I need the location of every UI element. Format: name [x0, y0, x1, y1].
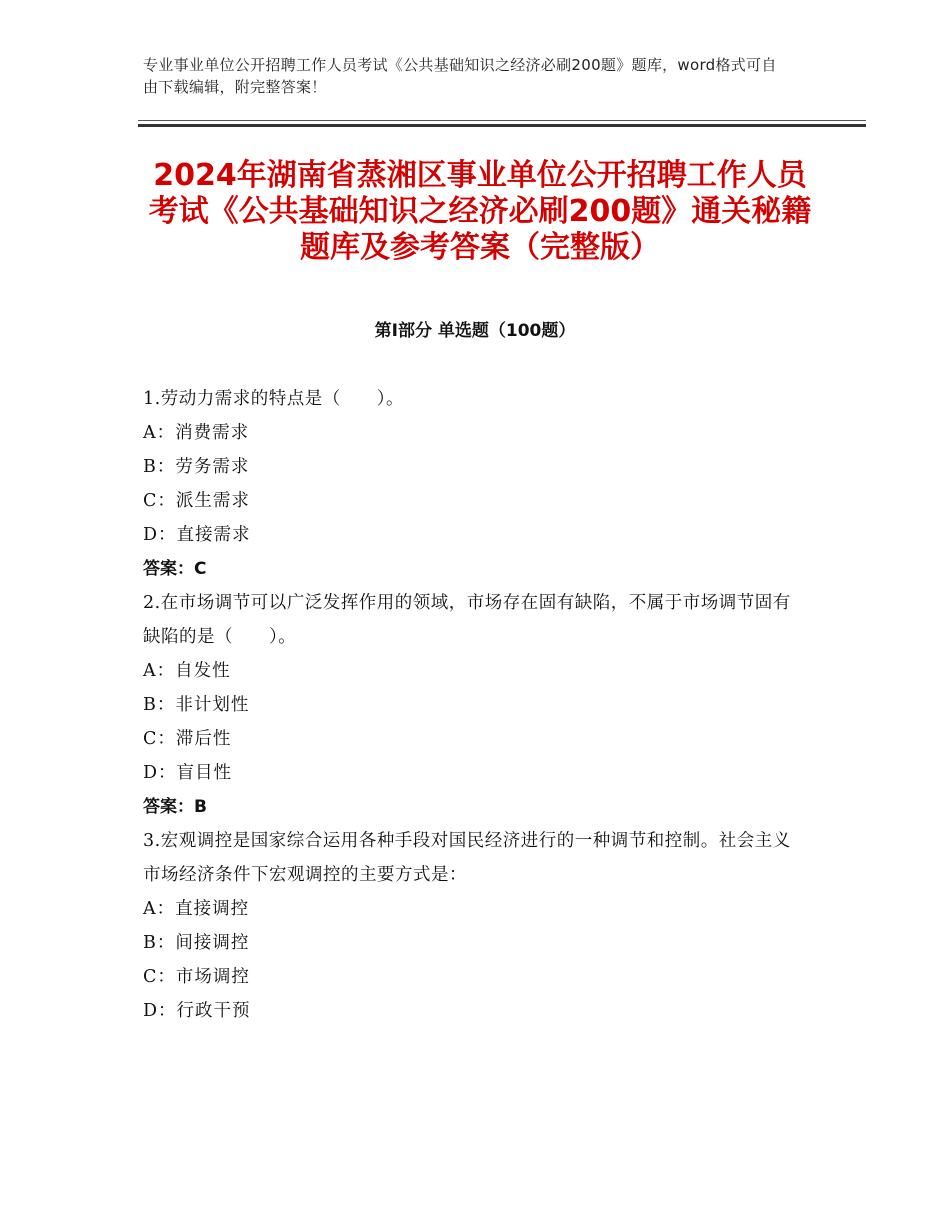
document-header: 专业事业单位公开招聘工作人员考试《公共基础知识之经济必刷200题》题库，word格式可自由下载编辑，附完整答案！: [143, 56, 777, 96]
document-title: 2024年湖南省蒸湘区事业单位公开招聘工作人员考试《公共基础知识之经济必刷200题》通关秘籍题库及参考答案（完整版）: [148, 158, 812, 265]
header-rule-thin: [138, 120, 866, 121]
question-1: [143, 382, 803, 586]
section-title: 第Ⅰ部分 单选题（100题）: [374, 321, 576, 341]
option-a: A：消费需求: [143, 423, 250, 443]
option-b: B：劳务需求: [143, 457, 250, 477]
option-a: A：自发性: [143, 661, 231, 681]
option-d: D：直接需求: [143, 525, 251, 545]
question-2: [143, 586, 803, 824]
option-c: C：市场调控: [143, 967, 250, 987]
question-3: [143, 824, 803, 1028]
question-list: [143, 382, 803, 1028]
option-d: D：行政干预: [143, 1001, 251, 1021]
question-stem: 3.宏观调控是国家综合运用各种手段对国民经济进行的一种调节和控制。社会主义市场经济条件下宏观调控的主要方式是：: [143, 831, 791, 885]
header-rule-thick: [138, 124, 866, 127]
option-b: B：非计划性: [143, 695, 250, 715]
option-d: D：盲目性: [143, 763, 233, 783]
option-c: C：派生需求: [143, 491, 250, 511]
answer: 答案：B: [143, 797, 207, 817]
answer: 答案：C: [143, 559, 207, 579]
option-c: C：滞后性: [143, 729, 232, 749]
question-stem: 2.在市场调节可以广泛发挥作用的领域，市场存在固有缺陷，不属于市场调节固有缺陷的是（ ）。: [143, 593, 791, 647]
option-b: B：间接调控: [143, 933, 250, 953]
option-a: A：直接调控: [143, 899, 250, 919]
question-stem: 1.劳动力需求的特点是（ ）。: [143, 389, 404, 409]
